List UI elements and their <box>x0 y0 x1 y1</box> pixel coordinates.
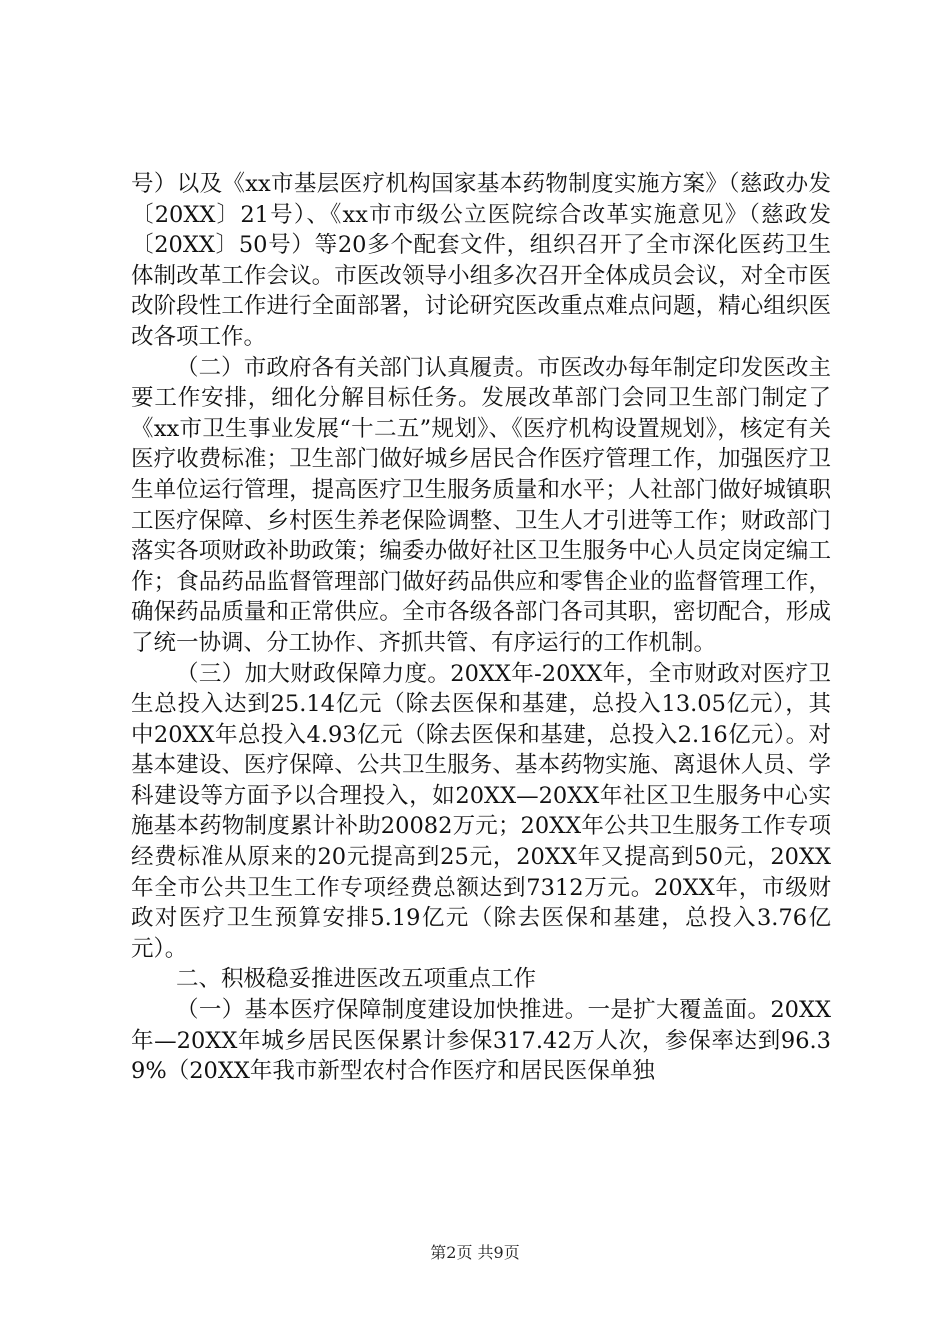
paragraph-departments-duties: （二）市政府各有关部门认真履责。市医改办每年制定印发医改主要工作安排，细化分解目标任务。发展改革部门会同卫生部门制定了《xx市卫生事业发展“十二五”规划》、《医疗机构设置规划》，核定有关医疗收费标准；卫生部门做好城乡居民合作医疗管理工作，加强医疗卫生单位运行管理，提高医疗卫生服务质量和水平；人社部门做好城镇职工医疗保障、乡村医生养老保险调整、卫生人才引进等工作；财政部门落实各项财政补助政策；编委办做好社区卫生服务中心人员定岗定编工作；食品药品监督管理部门做好药品供应和零售企业的监督管理工作，确保药品质量和正常供应。全市各级各部门各司其职，密切配合，形成了统一协调、分工协作、齐抓共管、有序运行的工作机制。 <box>131 354 831 656</box>
paragraph-continuation: 号）以及《xx市基层医疗机构国家基本药物制度实施方案》（慈政办发〔20XX〕21号）、《xx市市级公立医院综合改革实施意见》（慈政发〔20XX〕50号）等20多个配套文件，组织召开了全市深化医药卫生体制改革工作会议。市医改领导小组多次召开全体成员会议，对全市医改阶段性工作进行全面部署，讨论研究医改重点难点问题，精心组织医改各项工作。 <box>131 171 831 350</box>
section-heading-five-key-tasks: 二、积极稳妥推进医改五项重点工作 <box>176 966 537 993</box>
paragraph-medical-insurance: （一）基本医疗保障制度建设加快推进。一是扩大覆盖面。20XX年—20XX年城乡居民医保累计参保317.42万人次，参保率达到96.39%（20XX年我市新型农村合作医疗和居民医保单独 <box>131 997 831 1085</box>
document-body <box>131 169 831 1087</box>
page-number-footer: 第2页 共9页 <box>430 1243 520 1262</box>
paragraph-financial-support: （三）加大财政保障力度。20XX年-20XX年，全市财政对医疗卫生总投入达到25.14亿元（除去医保和基建，总投入13.05亿元），其中20XX年总投入4.93亿元（除去医保和基建，总投入2.16亿元）。对基本建设、医疗保障、公共卫生服务、基本药物实施、离退休人员、学科建设等方面予以合理投入，如20XX—20XX年社区卫生服务中心实施基本药物制度累计补助20082万元；20XX年公共卫生服务工作专项经费标准从原来的20元提高到25元，20XX年又提高到50元，20XX年全市公共卫生工作专项经费总额达到7312万元。20XX年，市级财政对医疗卫生预算安排5.19亿元（除去医保和基建，总投入3.76亿元）。 <box>131 660 831 962</box>
